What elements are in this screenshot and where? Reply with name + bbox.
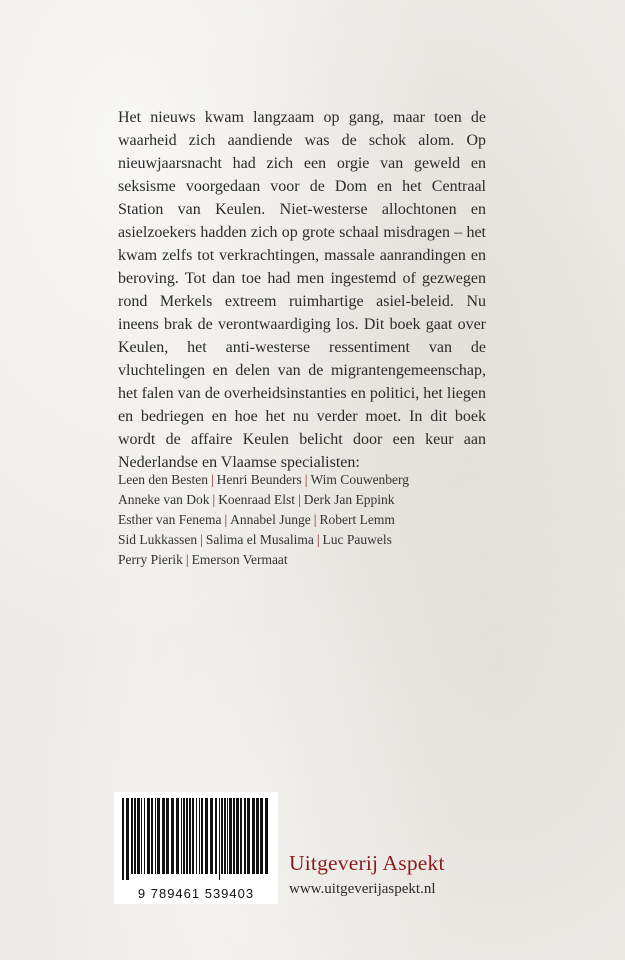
barcode-bar <box>233 798 235 874</box>
isbn-barcode <box>114 792 278 904</box>
barcode-bar <box>205 798 208 874</box>
author-name: Anneke van Dok <box>118 492 210 507</box>
author-separator: | <box>298 492 301 507</box>
barcode-bar <box>137 798 140 874</box>
author-name: Derk Jan Eppink <box>303 492 395 507</box>
author-separator: | <box>316 532 320 547</box>
barcode-bar <box>176 798 179 874</box>
author-name: Salima el Musalima <box>205 532 314 547</box>
barcode-bar <box>122 798 124 880</box>
author-name: Luc Pauwels <box>322 532 392 547</box>
author-name: Sid Lukkassen <box>118 532 198 547</box>
barcode-bar <box>171 798 174 874</box>
author-line <box>118 490 518 510</box>
barcode-bar <box>155 798 156 874</box>
barcode-bar <box>192 798 194 874</box>
barcode-bar <box>141 798 142 874</box>
barcode-bar <box>219 798 220 880</box>
barcode-bar <box>134 798 136 874</box>
barcode-bar <box>183 798 185 874</box>
author-name: Emerson Vermaat <box>191 552 288 567</box>
barcode-bar <box>256 798 259 874</box>
author-name: Koenraad Elst <box>218 492 296 507</box>
author-name: Wim Couwenberg <box>310 472 410 487</box>
barcode-bar <box>265 798 268 874</box>
barcode-bar <box>227 798 228 874</box>
barcode-bar <box>260 798 263 874</box>
author-separator: | <box>210 472 214 487</box>
publisher-name: Uitgeverij Aspekt <box>289 851 445 875</box>
barcode-bar <box>224 798 226 874</box>
barcode-bar <box>186 798 188 874</box>
barcode-bar <box>144 798 145 874</box>
barcode-bar <box>240 798 242 874</box>
author-name: Leen den Besten <box>118 472 208 487</box>
author-separator: | <box>185 552 189 567</box>
barcode-bar <box>215 798 217 874</box>
author-separator: | <box>200 532 203 547</box>
barcode-bar <box>196 798 197 874</box>
author-line <box>118 470 518 490</box>
isbn-number: 9 789461 539403 <box>137 886 255 901</box>
author-name: Annabel Junge <box>230 512 311 527</box>
barcode-bar <box>236 798 239 874</box>
barcode-bar <box>199 798 200 874</box>
barcode-bar <box>229 798 232 874</box>
barcode-bar <box>189 798 191 874</box>
author-separator: | <box>313 512 317 527</box>
barcode-bar <box>252 798 255 874</box>
barcode-bar <box>221 798 223 874</box>
author-name: Perry Pierik <box>118 552 183 567</box>
author-separator: | <box>212 492 216 507</box>
barcode-bar <box>131 798 133 874</box>
barcode-bar <box>162 798 165 874</box>
author-separator: | <box>224 512 228 527</box>
barcode-bar <box>151 798 153 874</box>
author-line <box>118 530 518 550</box>
barcode-bar <box>244 798 246 874</box>
publisher-website: www.uitgeverijaspekt.nl <box>289 881 436 897</box>
author-line <box>118 550 518 570</box>
author-name: Esther van Fenema <box>118 512 222 527</box>
barcode-bar <box>210 798 213 874</box>
barcode-bar <box>157 798 160 874</box>
barcode-bar <box>126 798 129 880</box>
author-separator: | <box>304 472 308 487</box>
back-cover-blurb: Het nieuws kwam langzaam op gang, maar toen de waarheid zich aandiende was de schok alom. Op nieuwjaarsnacht had zich een orgie van geweld en seksisme voorgedaan voor de Dom en het Centraal Station van Keulen. Niet-westerse allochtonen en asielzoekers hadden zich op grote schaal misdragen – het kwam zelfs tot verkrachtingen, massale aanrandingen en beroving. Tot dan toe had men ingestemd of gezwegen rond Merkels extreem ruimhartige asiel-beleid. Nu ineens brak de verontwaardiging los. Dit boek gaat over Keulen, het anti-westerse ressentiment van de vluchtelingen en delen van de migrantengemeenschap, het falen van de overheidsinstanties en politici, het liegen en bedriegen en hoe het nu verder moet. In dit boek wordt de affaire Keulen belicht door een keur aan Nederlandse en Vlaamse specialisten: <box>118 109 486 471</box>
barcode-bar <box>147 798 150 874</box>
barcode-bar <box>247 798 250 874</box>
author-list <box>118 470 518 570</box>
barcode-bar <box>201 798 203 874</box>
author-name: Robert Lemm <box>319 512 395 527</box>
barcode-bars <box>116 794 276 886</box>
author-name: Henri Beunders <box>216 472 302 487</box>
author-line <box>118 510 518 530</box>
barcode-bar <box>181 798 182 874</box>
barcode-bar <box>166 798 169 874</box>
